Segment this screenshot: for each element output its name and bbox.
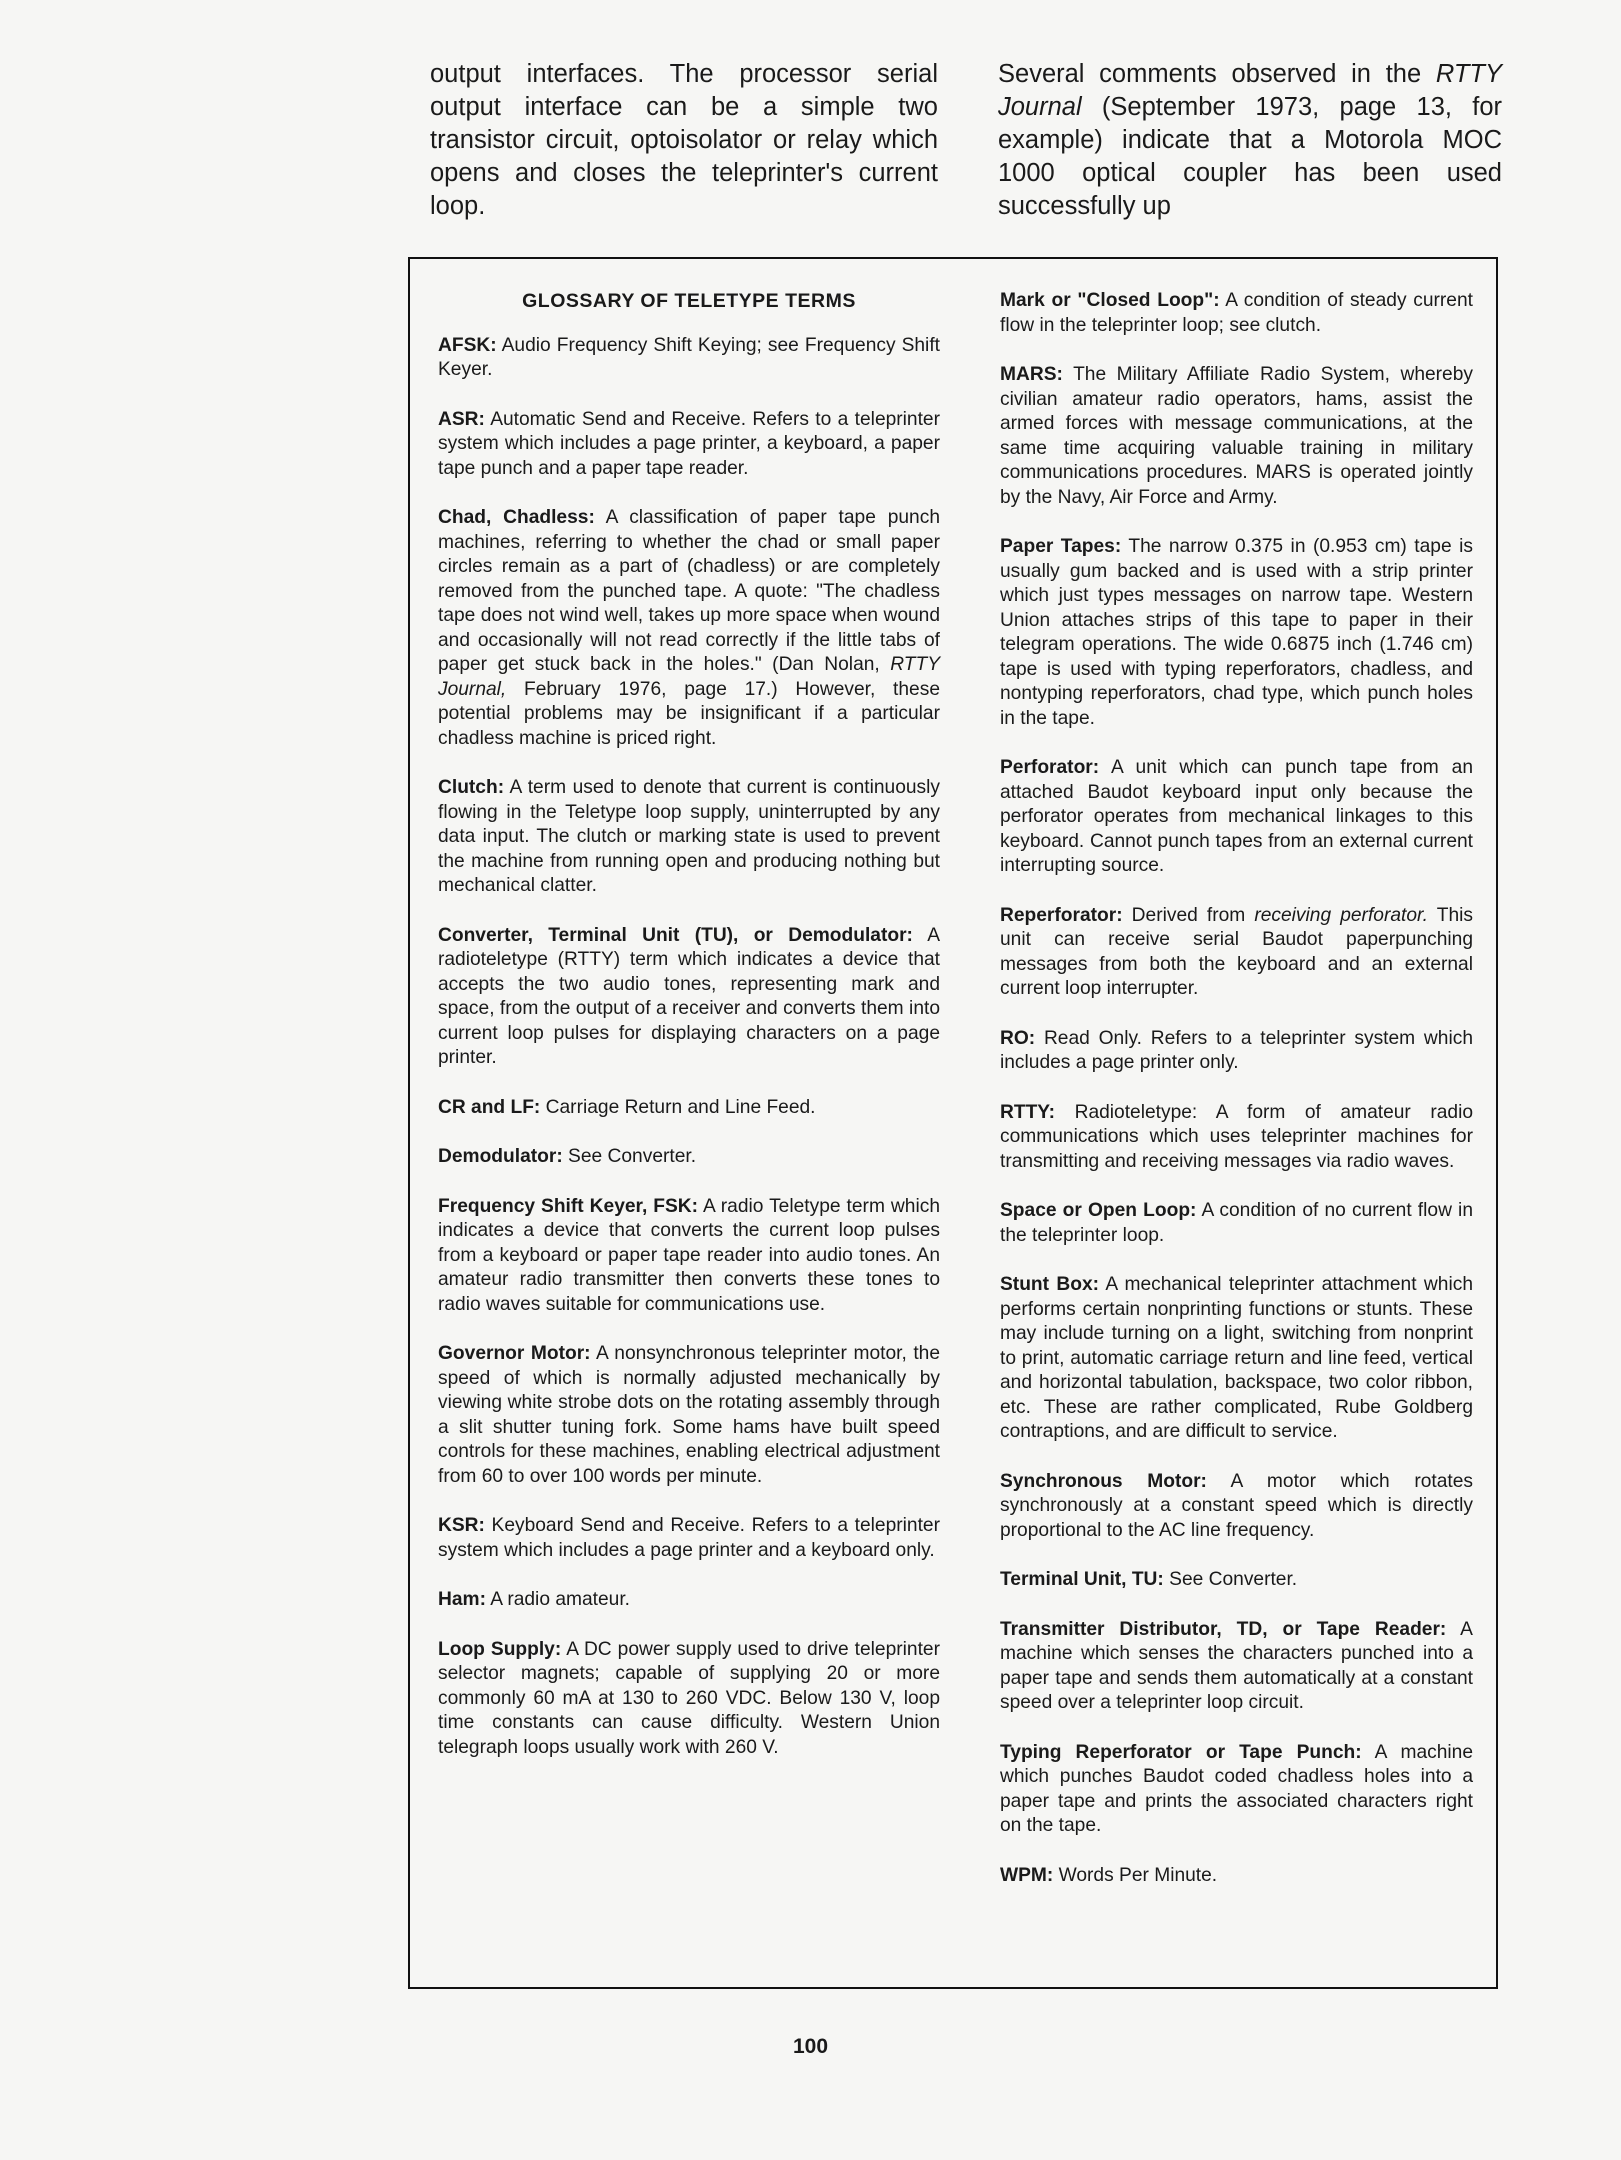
glossary-term: MARS: xyxy=(1000,364,1063,385)
glossary-definition: A mechanical teleprinter attachment which performs certain nonprinting functions or stunts. These may include turning on a light, switching from nonprint to print, automatic carriage return and line feed, vertical and horizontal tabulation, backspace, two color ribbon, etc. These are rather complicated, Rube Goldberg contraptions, and are difficult to service. xyxy=(1000,1274,1473,1442)
glossary-definition: A machine which senses the characters punched into a paper tape and sends them automatically at a constant speed over a teleprinter loop circuit. xyxy=(1000,1618,1473,1713)
glossary-definition: A radioteletype (RTTY) term which indicates a device that accepts the two audio tones, representing mark and space, from the output of a receiver and converts them into current loop pulses for displaying characters on a page printer. xyxy=(438,924,940,1068)
glossary-definition: A radio Teletype term which indicates a device that converts the current loop pulses from a keyboard or paper tape reader into audio tones. An amateur radio transmitter then converts these tones to radio waves suitable for communications use. xyxy=(438,1195,940,1315)
glossary-term: Perforator: xyxy=(1000,757,1100,778)
glossary-definition: Radioteletype: A form of amateur radio communications which uses teleprinter machines for transmitting and receiving messages via radio waves. xyxy=(1000,1101,1473,1172)
glossary-term: Paper Tapes: xyxy=(1000,536,1122,557)
glossary-definition: A term used to denote that current is continuously flowing in the Teletype loop supply, uninterrupted by any data input. The clutch or marking state is used to prevent the machine from running open and producing nothing but mechanical clatter. xyxy=(438,777,940,896)
glossary-term: Clutch: xyxy=(438,777,505,798)
glossary-term: Converter, Terminal Unit (TU), or Demodulator: xyxy=(438,924,913,946)
glossary-definition: Keyboard Send and Receive. Refers to a teleprinter system which includes a page printer and a keyboard only. xyxy=(438,1515,940,1561)
glossary-definition: A machine which punches Baudot coded chadless holes into a paper tape and prints the associated characters right on the tape. xyxy=(1000,1741,1473,1836)
top-right-paragraph xyxy=(998,58,1502,223)
glossary-entry xyxy=(1000,1273,1473,1445)
glossary-box xyxy=(408,257,1498,1989)
journal-title: RTTY Journal xyxy=(998,60,1502,121)
glossary-definition: See Converter. xyxy=(562,1146,697,1167)
top-right-text-end: (September 1973, page 13, for example) indicate that a Motorola MOC 1000 optical coupler has been used successfully up xyxy=(998,93,1502,220)
glossary-entry xyxy=(1000,535,1473,731)
glossary-entry xyxy=(1000,1470,1473,1544)
glossary-entry xyxy=(1000,1568,1473,1593)
glossary-entry xyxy=(438,924,940,1071)
glossary-italic-text: receiving perforator. xyxy=(1254,904,1429,926)
glossary-definition: Read Only. Refers to a teleprinter system which includes a page printer only. xyxy=(1000,1027,1473,1073)
glossary-term: Loop Supply: xyxy=(438,1638,562,1660)
glossary-entry xyxy=(1000,289,1473,338)
glossary-entry xyxy=(1000,1741,1473,1839)
glossary-definition: A condition of steady current flow in the teleprinter loop; see clutch. xyxy=(1000,290,1473,336)
glossary-entry xyxy=(438,1195,940,1318)
glossary-entry xyxy=(438,506,940,751)
glossary-entry xyxy=(438,776,940,899)
glossary-definition-cont: This unit can receive serial Baudot paperpunching messages from both the keyboard and an external current loop interrupter. xyxy=(1000,904,1473,999)
glossary-term: Frequency Shift Keyer, FSK: xyxy=(438,1195,699,1217)
glossary-italic-text: RTTY Journal, xyxy=(438,654,940,700)
glossary-entry xyxy=(438,1342,940,1489)
glossary-entry xyxy=(438,1514,940,1563)
glossary-entry xyxy=(438,1145,940,1170)
glossary-entry xyxy=(438,1588,940,1613)
top-left-paragraph xyxy=(430,58,938,223)
glossary-term: RTTY: xyxy=(1000,1101,1056,1123)
page-number: 100 xyxy=(792,2035,829,2058)
glossary-term: ASR: xyxy=(438,408,485,430)
glossary-entry xyxy=(1000,1618,1473,1716)
glossary-definition: Carriage Return and Line Feed. xyxy=(540,1096,816,1118)
glossary-term: Terminal Unit, TU: xyxy=(1000,1569,1164,1590)
glossary-entry xyxy=(1000,904,1473,1002)
glossary-entry xyxy=(1000,1864,1473,1889)
glossary-term: Governor Motor: xyxy=(438,1343,591,1364)
glossary-term: KSR: xyxy=(438,1515,485,1536)
glossary-definition: See Converter. xyxy=(1163,1569,1298,1590)
glossary-term: Ham: xyxy=(438,1589,486,1610)
top-right-text-start: Several comments observed in the xyxy=(998,60,1436,88)
glossary-entry xyxy=(1000,363,1473,510)
glossary-entry xyxy=(1000,1101,1473,1175)
glossary-definition: Derived from xyxy=(1122,904,1255,926)
glossary-right-entries xyxy=(1000,289,1473,1888)
glossary-definition: Automatic Send and Receive. Refers to a teleprinter system which includes a page printer, a keyboard, a paper tape punch and a paper tape reader. xyxy=(438,408,940,479)
glossary-term: Stunt Box: xyxy=(1000,1274,1100,1295)
glossary-term: AFSK: xyxy=(438,334,497,356)
glossary-title: GLOSSARY OF TELETYPE TERMS xyxy=(522,290,856,312)
glossary-definition: A motor which rotates synchronously at a constant speed which is directly proportional to the AC line frequency. xyxy=(1000,1470,1474,1541)
glossary-term: Space or Open Loop: xyxy=(1000,1200,1197,1221)
glossary-definition: A classification of paper tape punch machines, referring to whether the chad or small paper circles remain as a part of (chadless) or are completely removed from the punched tape. A quote: "The chadless tape does not wind well, takes up more space when wound and occasionally will not read correctly if the little tabs of paper get stuck back in the holes." (Dan Nolan, xyxy=(438,507,940,675)
glossary-definition: A nonsynchronous teleprinter motor, the speed of which is normally adjusted mechanically by viewing white strobe dots on the rotating assembly through a slit shutter tuning fork. Some hams have built speed controls for these machines, enabling electrical adjustment from 60 to over 100 words per minute. xyxy=(438,1343,940,1487)
glossary-term: Chad, Chadless: xyxy=(438,507,595,528)
glossary-definition: A radio amateur. xyxy=(485,1589,630,1610)
glossary-definition: A condition of no current flow in the teleprinter loop. xyxy=(1000,1200,1473,1246)
glossary-term: RO: xyxy=(1000,1027,1036,1049)
glossary-term: Reperforator: xyxy=(1000,904,1123,926)
glossary-term: Transmitter Distributor, TD, or Tape Reader: xyxy=(1000,1618,1447,1640)
glossary-definition: Words Per Minute. xyxy=(1053,1864,1218,1886)
glossary-entry xyxy=(438,334,940,383)
glossary-definition: The Military Affiliate Radio System, whereby civilian amateur radio operators, hams, assist the armed forces with message communications, at the same time acquiring valuable training in military communications procedures. MARS is operated jointly by the Navy, Air Force and Army. xyxy=(1000,364,1473,508)
glossary-term: CR and LF: xyxy=(438,1096,541,1118)
glossary-entry xyxy=(438,408,940,482)
top-left-text: output interfaces. The processor serial output interface can be a simple two transistor circuit, optoisolator or relay which opens and closes the teleprinter's current loop. xyxy=(430,60,938,220)
glossary-term: Synchronous Motor: xyxy=(1000,1470,1207,1492)
glossary-entry xyxy=(1000,756,1473,879)
glossary-entry xyxy=(438,1638,940,1761)
glossary-left-column xyxy=(438,289,940,1785)
glossary-entry xyxy=(1000,1027,1473,1076)
glossary-right-column xyxy=(1000,289,1473,1913)
glossary-definition-cont: February 1976, page 17.) However, these potential problems may be insignificant if a particular chadless machine is priced right. xyxy=(438,678,940,749)
glossary-definition: The narrow 0.375 in (0.953 cm) tape is usually gum backed and is used with a strip printer which just types messages on narrow tape. Western Union attaches strips of this tape to paper in their telegram operations. The wide 0.6875 inch (1.746 cm) tape is used with typing reperforators, chadless, and nontyping reperforators, chad type, which punch holes in the tape. xyxy=(1000,536,1473,729)
glossary-term: Demodulator: xyxy=(438,1146,563,1167)
glossary-entry xyxy=(438,1096,940,1121)
glossary-definition: A DC power supply used to drive teleprinter selector magnets; capable of supplying 20 or more commonly 60 mA at 130 to 260 VDC. Below 130 V, loop time constants can cause difficulty. Western Union telegraph loops usually work with 260 V. xyxy=(438,1638,940,1758)
glossary-term: Typing Reperforator or Tape Punch: xyxy=(1000,1741,1362,1763)
glossary-left-entries xyxy=(438,334,940,1761)
glossary-term: WPM: xyxy=(1000,1864,1054,1886)
glossary-term: Mark or "Closed Loop": xyxy=(1000,290,1220,311)
glossary-definition: Audio Frequency Shift Keying; see Frequency Shift Keyer. xyxy=(438,334,940,380)
glossary-entry xyxy=(1000,1199,1473,1248)
glossary-definition: A unit which can punch tape from an attached Baudot keyboard input only because the perforator operates from mechanical linkages to this keyboard. Cannot punch tapes from an external current interrupting source. xyxy=(1000,757,1473,876)
